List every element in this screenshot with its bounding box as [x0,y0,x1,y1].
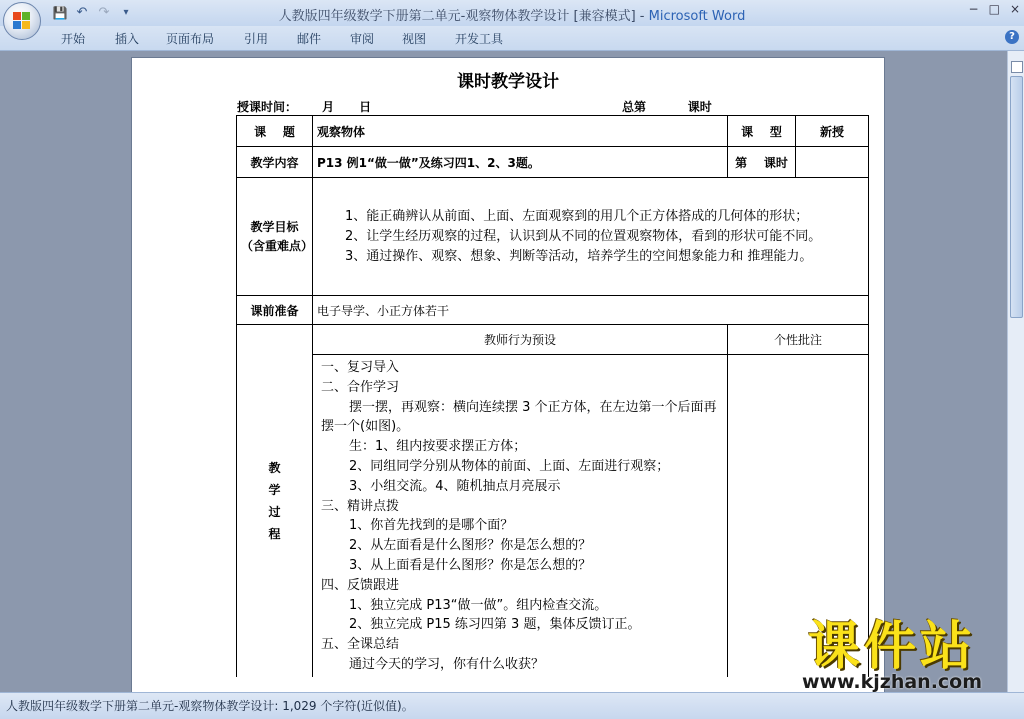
watermark-url: www.kjzhan.com [801,671,983,693]
document-name: 人教版四年级数学下册第二单元-观察物体教学设计 [兼容模式] [278,9,636,24]
content-label: 教学内容 [237,147,313,178]
lesson-time: 授课时间： 月 日 [237,100,372,114]
goal-label: 教学目标（含重难点） [237,178,313,296]
status-bar [0,692,1024,719]
process-line: 1、独立完成 P13“做一做”。组内检查交流。 [349,597,608,613]
watermark [774,618,1010,694]
close-icon[interactable]: × [1009,2,1020,16]
period-label: 第 课时 [728,147,796,178]
page-title: 课时教学设计 [457,72,559,92]
tab-page-layout[interactable]: 页面布局 [166,32,215,46]
subject-value: 观察物体 [313,116,728,147]
status-text: 人教版四年级数学下册第二单元-观察物体教学设计: 1,029 个字符(近似值)。 [6,699,414,713]
process-line: 五、全课总结 [321,637,400,653]
scroll-thumb[interactable] [1010,76,1023,318]
undo-icon[interactable]: ↶ [76,5,88,20]
ruler-toggle-icon[interactable] [1011,61,1023,73]
tab-references[interactable]: 引用 [244,32,269,46]
process-line: 2、独立完成 P15 练习四第 3 题，集体反馈订正。 [349,617,641,633]
process-line: 1、你首先找到的是哪个面？ [349,518,514,534]
document-page[interactable] [131,57,885,692]
tab-insert[interactable]: 插入 [115,32,140,46]
process-line: 生：1、组内按要求摆正方体； [349,439,527,455]
help-icon[interactable]: ? [1005,30,1019,44]
content-value: P13 例1“做一做”及练习四1、2、3题。 [313,147,728,178]
app-name: Microsoft Word [648,9,746,24]
goal-cell [313,178,869,296]
office-button[interactable] [3,2,41,40]
table-row [237,147,869,178]
redo-icon[interactable]: ↷ [98,5,110,20]
table-row [237,296,869,325]
process-line: 2、从左面看是什么图形？你是怎么想的？ [349,538,592,554]
process-line: 3、从上面看是什么图形？你是怎么想的？ [349,557,592,573]
minimize-icon[interactable]: − [968,2,979,16]
goal-item: 3、通过操作、观察、想象、判断等活动，培养学生的空间想象能力和 推理能力。 [345,248,813,264]
process-line: 四、反馈跟进 [321,577,400,593]
process-line: 一、复习导入 [321,360,400,375]
tab-mailings[interactable]: 邮件 [297,32,322,46]
ribbon-tabs [0,26,1024,51]
process-label: 教学过程 [268,460,281,541]
subject-label: 课 题 [237,116,313,147]
document-workspace [0,51,1008,692]
save-icon[interactable]: 💾 [52,6,68,20]
window-title [0,5,1024,24]
process-label-cell [237,325,313,677]
maximize-icon[interactable]: □ [988,2,1000,16]
tab-view[interactable]: 视图 [402,32,427,46]
process-line: 三、精讲点拨 [321,498,400,514]
tab-developer[interactable]: 开发工具 [455,32,504,46]
customize-icon[interactable]: ▾ [123,7,129,18]
table-row [237,116,869,147]
process-line: 2、同组同学分别从物体的前面、上面、左面进行观察； [349,458,670,474]
process-lines [321,358,723,675]
type-label: 课 型 [728,116,796,147]
process-cell [313,355,728,677]
type-value: 新授 [796,116,869,147]
prep-label: 课前准备 [237,296,313,325]
watermark-title: 课件站 [807,617,976,677]
tab-home[interactable]: 开始 [61,32,86,46]
prep-value: 电子导学、小正方体若干 [313,296,869,325]
tab-review[interactable]: 审阅 [350,32,375,46]
goal-item: 1、能正确辨认从前面、上面、左面观察到的用几个正方体搭成的几何体的形状； [345,208,809,224]
table-row [237,325,869,355]
process-line: 3、小组交流。4、随机抽点月亮展示 [349,478,561,494]
title-separator: - [635,9,649,24]
process-line: 二、合作学习 [321,379,400,395]
period-value [796,147,869,178]
process-line: 通过今天的学习，你有什么收获？ [349,656,545,672]
title-bar [0,0,1024,26]
lesson-total: 总第 课时 [622,100,712,114]
process-line: 摆一摆，再观察：横向连续摆 3 个正方体，在左边第一个后面再摆一个(如图)。 [321,399,717,435]
vertical-scrollbar[interactable] [1007,51,1024,692]
notes-header: 个性批注 [728,325,869,355]
window-controls [969,2,1020,16]
office-logo-icon [13,12,31,30]
lesson-plan-table [236,115,869,677]
goal-item: 2、让学生经历观察的过程，认识到从不同的位置观察物体，看到的形状可能不同。 [345,228,822,244]
teacher-header: 教师行为预设 [313,325,728,355]
table-row [237,178,869,296]
